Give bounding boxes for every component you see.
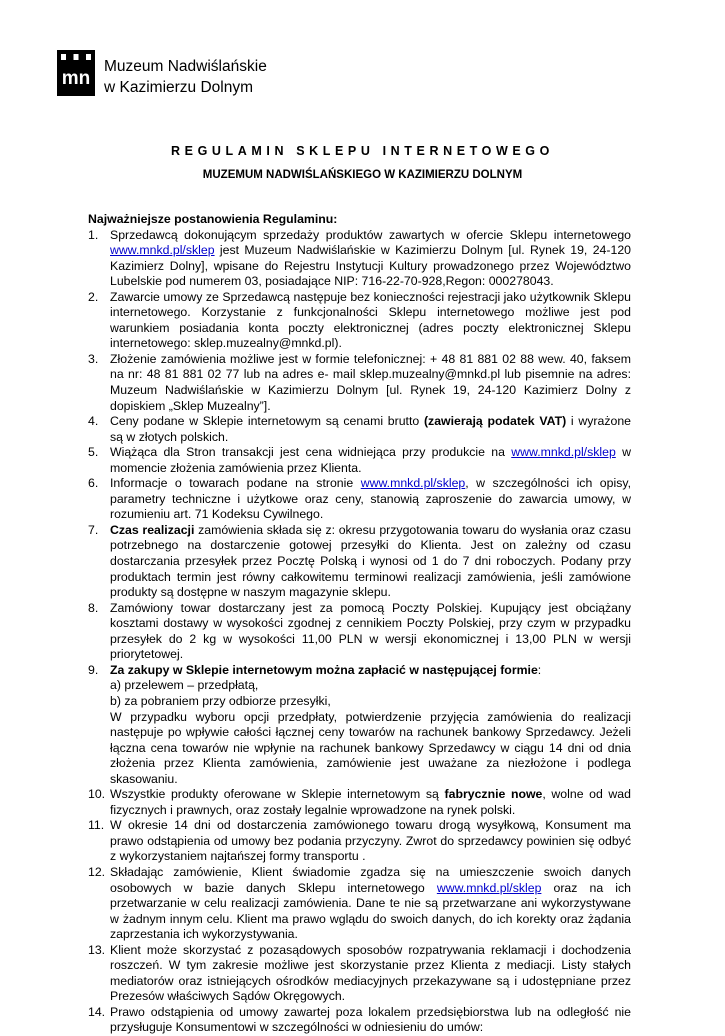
list-item bbox=[88, 523, 631, 601]
shop-link[interactable]: www.mnkd.pl/sklep bbox=[110, 243, 215, 258]
list-item bbox=[88, 787, 631, 818]
item-number: 3. bbox=[88, 351, 99, 366]
museum-logo-icon bbox=[57, 50, 95, 96]
list-item bbox=[88, 1005, 631, 1036]
text-run: , w szczególności ich opisy, parametry techniczne i użytkowe oraz ceny, stanowią zaproszenie do zawarcia umowy, w rozumieniu art. 71 Kodeksu Cywilnego. bbox=[110, 476, 631, 522]
item-text bbox=[110, 601, 631, 663]
text-run: Sprzedawcą dokonującym sprzedaży produktów zawartych w ofercie Sklepu internetowego bbox=[110, 227, 631, 242]
item-text bbox=[110, 943, 631, 1005]
list-item bbox=[88, 818, 631, 865]
text-run: Zawarcie umowy ze Sprzedawcą następuje bez konieczności rejestracji jako użytkownik Sklepu internetowego. Korzystanie z funkcjonalności Sklepu internetowego możliwe jest pod warunkiem posiadania konta poczty elektronicznej (adres poczty elektronicznej Sklepu internetowego: sklep.muzealny@mnkd.pl). bbox=[110, 289, 631, 351]
item-number: 1. bbox=[88, 227, 99, 242]
shop-link[interactable]: www.mnkd.pl/sklep bbox=[360, 476, 466, 491]
item-number: 6. bbox=[88, 476, 99, 491]
item-text bbox=[110, 290, 631, 352]
item-continuation: W przypadku wyboru opcji przedpłaty, potwierdzenie przyjęcia zamówienia do realizacji następuje po wpływie całości łącznej ceny towarów na rachunek bankowy Sprzedawcy. Jeżeli łączna cena towarów nie wpłynie na rachunek bankowy Sprzedawcy w ciągu 14 dni od dnia złożenia przez Klienta zamówienia, zamówienie jest uważane za niezłożone i podlega skasowaniu. bbox=[110, 709, 631, 786]
item-text bbox=[110, 663, 631, 679]
text-run: oraz na ich przetwarzanie w celu realizacji zamówienia. Dane te nie są przetwarzane ani wykorzystywane w żadnym innym celu. Klient ma prawo wglądu do swoich danych, do ich korekty oraz żądania zaprzestania ich wykorzystywania. bbox=[110, 880, 631, 942]
text-run: Ceny podane w Sklepie internetowym są cenami brutto bbox=[110, 414, 424, 429]
item-number: 7. bbox=[88, 522, 99, 537]
document-title: REGULAMIN SKLEPU INTERNETOWEGO bbox=[171, 144, 554, 158]
item-text bbox=[110, 818, 631, 865]
text-run: Wszystkie produkty oferowane w Sklepie internetowym są bbox=[110, 787, 445, 802]
item-text bbox=[110, 1005, 631, 1036]
list-item bbox=[88, 228, 631, 290]
text-run: i wyrażone są w złotych polskich. bbox=[110, 414, 632, 444]
text-run: Prawo odstąpienia od umowy zawartej poza lokalem przedsiębiorstwa lub na odległość nie przysługuje Konsumentowi w szczególności w odniesieniu do umów: bbox=[110, 1004, 631, 1035]
text-run: Klient może skorzystać z pozasądowych sposobów rozpatrywania reklamacji i dochodzenia roszczeń. W tym zakresie możliwe jest skorzystanie przez Klienta z mediacji. Listy stałych mediatorów oraz istniejących ośrodków mediacyjnych przekazywane są i udostępniane przez Prezesów właściwych Sądów Okręgowych. bbox=[110, 942, 631, 1004]
bold-text: (zawierają podatek VAT) bbox=[423, 414, 567, 429]
item-text bbox=[110, 352, 631, 414]
text-run: Zamówiony towar dostarczany jest za pomocą Poczty Polskiej. Kupujący jest obciążany kosztami dostawy w wysokości zgodnej z cennikiem Poczty Polskiej, przy czym w przypadku przesyłek do 2 kg w wysokości 11,00 PLN w wersji ekonomicznej i 13,00 PLN w wersji priorytetowej. bbox=[110, 600, 631, 662]
bold-text: Czas realizacji bbox=[110, 522, 195, 537]
list-item bbox=[88, 414, 631, 445]
text-run: W okresie 14 dni od dostarczenia zamówionego towaru drogą wysyłkową, Konsument ma prawo odstąpienia od umowy bez podania przyczyny. Zwrot do sprzedawcy powinien się odbyć z wykorzystaniem najtańszej formy transportu . bbox=[110, 818, 631, 864]
list-item bbox=[88, 290, 631, 352]
text-run: Wiążąca dla Stron transakcji jest cena widniejąca przy produkcie na bbox=[110, 445, 512, 460]
item-text bbox=[110, 476, 631, 523]
list-item bbox=[88, 865, 631, 943]
text-run: Złożenie zamówienia możliwe jest w formie telefonicznej: + 48 81 881 02 88 wew. 40, faksem na nr: 48 81 881 02 77 lub na adres e- mail sklep.muzealny@mnkd.pl lub pisemnie na adres: Muzeum Nadwiślańskie w Kazimierzu Dolnym [ul. Rynek 19, 24-120 Kazimierz Dolny z dopiskiem „Sklep Muzealny”]. bbox=[110, 351, 631, 413]
item-text bbox=[110, 787, 631, 818]
item-text bbox=[110, 523, 631, 601]
text-run: : bbox=[537, 662, 542, 677]
list-item bbox=[88, 445, 631, 476]
list-item bbox=[88, 601, 631, 663]
text-run: zamówienia składa się z: okresu przygotowania towaru do wysłania oraz czasu potrzebnego na dostarczenie gotowej przesyłki do Klienta. Jest on zależny od czasu dostarczania przesyłek przez Pocztę Polską i wynosi od 1 do 7 dni roboczych. Podany przy produktach termin jest równy całkowitemu terminowi realizacji zamówienia, jeśli zamówione produkty są dostępne w naszym magazynie sklepu. bbox=[110, 522, 631, 600]
bold-text: fabrycznie nowe bbox=[444, 787, 543, 802]
bold-text: Za zakupy w Sklepie internetowym można zapłacić w następującej formie bbox=[110, 662, 538, 677]
item-text bbox=[110, 445, 631, 476]
shop-link[interactable]: www.mnkd.pl/sklep bbox=[511, 445, 616, 460]
item-number: 14. bbox=[88, 1004, 106, 1019]
item-text bbox=[110, 865, 631, 943]
museum-name bbox=[104, 56, 267, 98]
item-number: 11. bbox=[88, 818, 105, 833]
svg-text:mn: mn bbox=[61, 68, 91, 89]
text-run: jest Muzeum Nadwiślańskie w Kazimierzu Dolnym [ul. Rynek 19, 24-120 Kazimierz Dolny], wpisane do Rejestru Instytucji Kultury prowadzonego przez Województwo Lubelskie pod numerem 03, posiadające NIP: 716-22-70-928,Regon: 000278043. bbox=[110, 243, 631, 289]
text-run: Składając zamówienie, Klient świadomie zgadza się na umieszczenie swoich danych osobowych w bazie danych Sklepu internetowego bbox=[110, 864, 631, 895]
list-item bbox=[88, 352, 631, 414]
section-heading: Najważniejsze postanowienia Regulaminu: bbox=[88, 212, 338, 226]
shop-link[interactable]: www.mnkd.pl/sklep bbox=[436, 880, 542, 895]
museum-name-line2: w Kazimierzu Dolnym bbox=[104, 79, 254, 96]
payment-option: a) przelewem – przedpłatą, bbox=[110, 678, 259, 693]
item-number: 2. bbox=[88, 289, 99, 304]
item-number: 8. bbox=[88, 600, 99, 615]
item-number: 9. bbox=[88, 662, 99, 677]
item-text bbox=[110, 228, 631, 290]
text-run: Informacje o towarach podane na stronie bbox=[110, 476, 361, 491]
item-number: 13. bbox=[88, 942, 106, 957]
item-number: 5. bbox=[88, 445, 99, 460]
list-item bbox=[88, 943, 631, 1005]
list-item bbox=[88, 663, 631, 787]
document-subtitle: MUZEMUM NADWIŚLAŃSKIEGO W KAZIMIERZU DOLNYM bbox=[202, 169, 523, 181]
item-text bbox=[110, 414, 631, 445]
museum-name-line1: Muzeum Nadwiślańskie bbox=[104, 58, 267, 75]
text-run: w momencie złożenia zamówienia przez Klienta. bbox=[110, 445, 631, 475]
item-number: 10. bbox=[88, 787, 106, 802]
regulations-body bbox=[88, 212, 631, 1036]
item-number: 12. bbox=[88, 864, 106, 879]
regulations-list bbox=[88, 228, 631, 1036]
payment-option: b) za pobraniem przy odbiorze przesyłki, bbox=[110, 693, 331, 708]
text-run: , wolne od wad fizycznych i prawnych, oraz zostały legalnie wprowadzone na rynek polski. bbox=[110, 787, 631, 817]
item-number: 4. bbox=[88, 414, 99, 429]
list-item bbox=[88, 476, 631, 523]
